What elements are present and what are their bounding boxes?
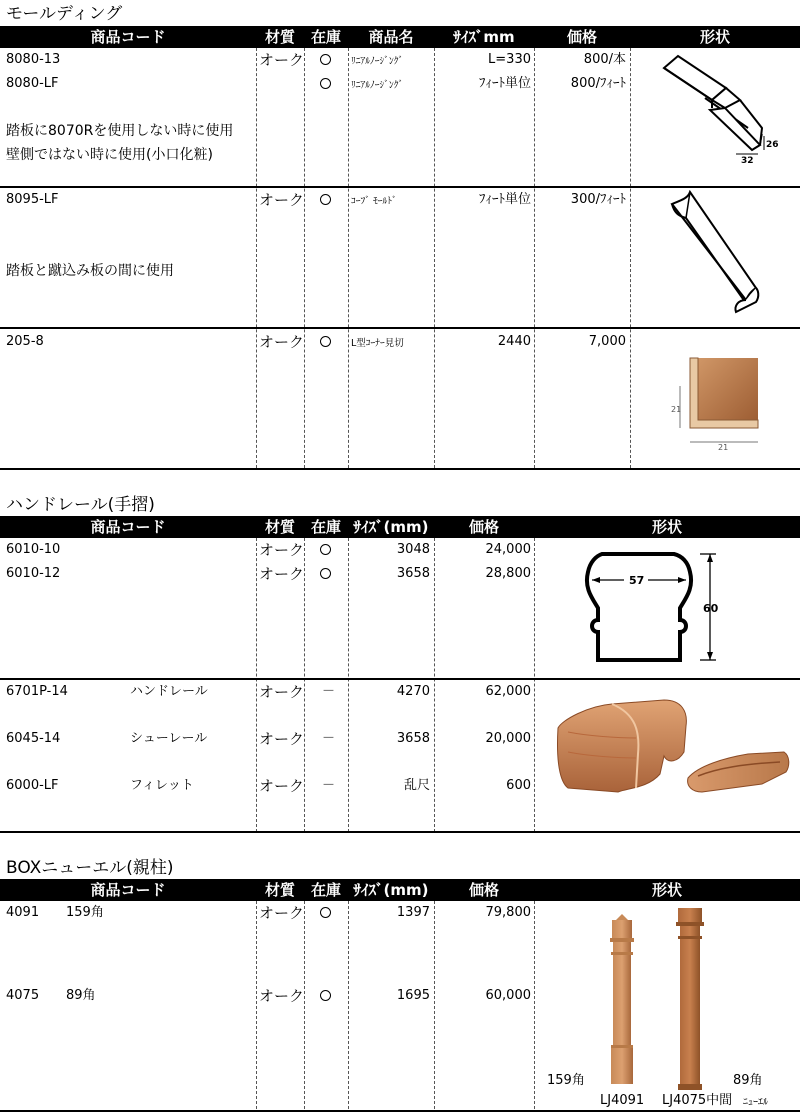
- dim-label: 26: [766, 140, 779, 150]
- row-material: オーク: [259, 51, 305, 69]
- table-header-molding: [0, 26, 800, 48]
- row-code: 8095-LF: [6, 192, 59, 207]
- row-name: ハンドレール: [130, 684, 208, 699]
- row-stock: －: [322, 731, 336, 746]
- table-header-handrail: [0, 516, 800, 538]
- row-code: 4075: [6, 988, 40, 1003]
- row-name: L型ｺｰﾅｰ見切: [351, 338, 404, 349]
- section-title-molding: モールディング: [6, 4, 123, 24]
- row-material: オーク: [259, 730, 305, 748]
- row-size: 4270: [396, 684, 430, 699]
- row-size: 3658: [396, 566, 430, 581]
- row-size: ﾌｨｰﾄ単位: [478, 76, 531, 91]
- row-size: 3048: [396, 542, 430, 557]
- row-price: 800/ﾌｨｰﾄ: [570, 76, 626, 91]
- section-title-newel: BOXニューエル(親柱): [6, 858, 174, 878]
- l-corner-photo: [666, 350, 776, 455]
- row-material: オーク: [259, 904, 305, 922]
- stock-circle-icon: [320, 194, 331, 205]
- handrail-profile-illustration: [570, 548, 730, 670]
- row-price: 800/本: [583, 52, 626, 67]
- row-price: 600: [506, 778, 531, 793]
- stock-circle-icon: [320, 336, 331, 347]
- header-stock: 在庫: [310, 28, 341, 46]
- row-size: 2440: [497, 334, 531, 349]
- row-size: 乱尺: [403, 778, 430, 793]
- header-material: 材質: [264, 881, 295, 899]
- dim-label: 32: [741, 156, 754, 166]
- row-name: フィレット: [130, 778, 194, 793]
- header-price: 価格: [566, 28, 597, 46]
- dim-label: 21: [718, 443, 729, 452]
- row-price: 28,800: [485, 566, 531, 581]
- row-code: 8080-13: [6, 52, 61, 67]
- row-price: 24,000: [485, 542, 531, 557]
- row-stock: －: [322, 684, 336, 699]
- stock-circle-icon: [320, 544, 331, 555]
- header-shape: 形状: [651, 881, 682, 899]
- dim-label: 60: [703, 602, 719, 615]
- row-size: 1397: [396, 905, 430, 920]
- row-size: 3658: [396, 731, 430, 746]
- row-code: 6701P-14: [6, 684, 68, 699]
- stock-circle-icon: [320, 990, 331, 1001]
- usage-note: 踏板と蹴込み板の間に使用: [6, 263, 174, 279]
- row-code: 6010-12: [6, 566, 61, 581]
- row-price: 60,000: [485, 988, 531, 1003]
- row-material: オーク: [259, 987, 305, 1005]
- usage-note: 踏板に8070Rを使用しない時に使用: [6, 123, 234, 139]
- header-stock: 在庫: [310, 518, 341, 536]
- header-shape: 形状: [651, 518, 682, 536]
- row-code: 205-8: [6, 334, 44, 349]
- newel-caption-size: 89角: [733, 1073, 763, 1088]
- row-code: 6045-14: [6, 731, 61, 746]
- stock-circle-icon: [320, 907, 331, 918]
- handrail-wood-photo: [548, 692, 796, 802]
- header-stock: 在庫: [310, 881, 341, 899]
- stock-circle-icon: [320, 568, 331, 579]
- header-material: 材質: [264, 518, 295, 536]
- nosing-shape-illustration: [650, 50, 800, 170]
- row-price: 7,000: [588, 334, 626, 349]
- header-material: 材質: [264, 28, 295, 46]
- header-name: 商品名: [368, 28, 414, 46]
- row-price: 20,000: [485, 731, 531, 746]
- newel-caption-size: 159角: [547, 1073, 585, 1088]
- header-code: 商品コード: [90, 518, 166, 536]
- row-price: 62,000: [485, 684, 531, 699]
- row-price: 79,800: [485, 905, 531, 920]
- dim-label: 21: [671, 405, 682, 414]
- usage-note: 壁側ではない時に使用(小口化粧): [6, 147, 213, 163]
- row-code: 4091: [6, 905, 40, 920]
- header-price: 価格: [468, 881, 499, 899]
- row-desc: 159角: [66, 905, 104, 920]
- header-code: 商品コード: [90, 881, 166, 899]
- newel-posts-photo: [600, 906, 720, 1092]
- row-material: オーク: [259, 565, 305, 583]
- newel-caption-code: LJ4091: [600, 1093, 645, 1108]
- newel-caption-code: LJ4075中間: [662, 1093, 733, 1108]
- row-stock: －: [322, 778, 336, 793]
- row-material: オーク: [259, 333, 305, 351]
- row-name: シューレール: [130, 731, 208, 746]
- header-price: 価格: [468, 518, 499, 536]
- row-code: 6000-LF: [6, 778, 59, 793]
- row-material: オーク: [259, 777, 305, 795]
- row-desc: 89角: [66, 988, 96, 1003]
- header-size: ｻｲｽﾞ(mm): [353, 881, 429, 899]
- newel-caption-suffix: ﾆｭｰｴﾙ: [743, 1097, 768, 1108]
- row-size: 1695: [396, 988, 430, 1003]
- row-material: オーク: [259, 541, 305, 559]
- row-size: ﾌｨｰﾄ単位: [478, 192, 531, 207]
- row-price: 300/ﾌｨｰﾄ: [570, 192, 626, 207]
- stock-circle-icon: [320, 54, 331, 65]
- cove-mold-illustration: [660, 190, 770, 320]
- table-header-newel: [0, 879, 800, 901]
- row-material: オーク: [259, 683, 305, 701]
- row-code: 6010-10: [6, 542, 61, 557]
- header-code: 商品コード: [90, 28, 166, 46]
- row-name: ｺｰﾌﾞ ﾓｰﾙﾄﾞ: [351, 196, 397, 207]
- row-size: L=330: [488, 52, 531, 67]
- header-size: ｻｲｽﾞ(mm): [353, 518, 429, 536]
- header-shape: 形状: [699, 28, 730, 46]
- row-code: 8080-LF: [6, 76, 59, 91]
- dim-label: 57: [629, 574, 645, 587]
- section-title-handrail: ハンドレール(手摺): [6, 495, 155, 515]
- row-name: ﾘﾆｱﾙﾉｰｼﾞﾝｸﾞ: [351, 56, 404, 67]
- stock-circle-icon: [320, 78, 331, 89]
- row-material: オーク: [259, 191, 305, 209]
- row-name: ﾘﾆｱﾙﾉｰｼﾞﾝｸﾞ: [351, 80, 404, 91]
- header-size: ｻｲｽﾞmm: [453, 28, 515, 46]
